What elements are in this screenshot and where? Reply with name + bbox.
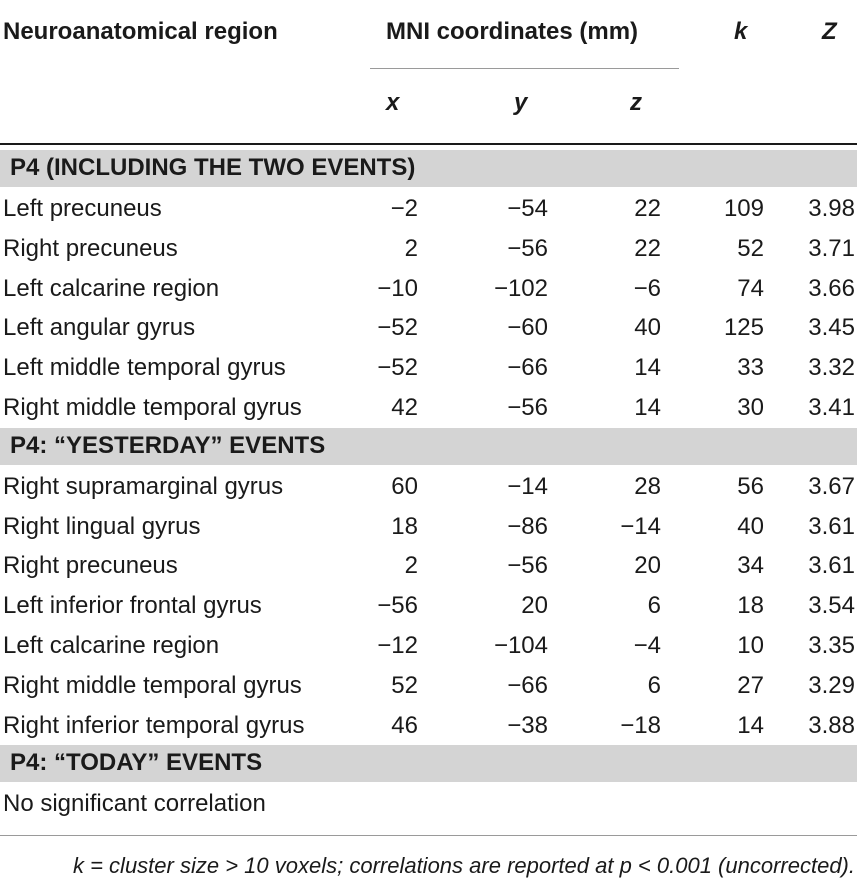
footnote: k = cluster size > 10 voxels; correlations are reported at p < 0.001 (uncorrected). (72, 853, 855, 878)
table-row (0, 784, 857, 824)
cell-x: −12 (377, 632, 418, 659)
cell-x: 2 (404, 552, 418, 580)
cell-z-score: 3.88 (808, 711, 855, 739)
section-header (0, 745, 857, 782)
cell-y: −104 (493, 632, 548, 659)
cell-region: Right precuneus (3, 552, 178, 580)
cell-x: −2 (390, 195, 418, 222)
table-row (0, 269, 857, 309)
cell-y: −54 (507, 195, 548, 222)
cell-y: −102 (493, 274, 548, 302)
mni-underline (370, 68, 679, 69)
cell-z-score: 3.66 (808, 274, 855, 302)
cell-region: Right supramarginal gyrus (3, 472, 284, 500)
cell-k: 27 (737, 671, 764, 699)
cell-z: 14 (634, 354, 661, 382)
cell-y: 20 (521, 592, 548, 620)
header-z-score: Z (822, 18, 837, 45)
cell-region: Left angular gyrus (3, 314, 196, 342)
header-y: y (514, 89, 528, 116)
cell-z: 40 (634, 314, 661, 342)
cell-x: −56 (377, 592, 418, 620)
cell-y: −56 (507, 552, 548, 580)
cell-z-score: 3.41 (808, 394, 855, 421)
header-z: z (630, 89, 642, 116)
cell-region: Right middle temporal gyrus (3, 671, 302, 699)
cell-k: 30 (737, 394, 764, 421)
cell-region: Left precuneus (3, 195, 162, 222)
table-row (0, 388, 857, 428)
cell-z: 28 (634, 472, 661, 500)
cell-k: 14 (737, 711, 764, 739)
section-header (0, 150, 857, 187)
cell-region: Right middle temporal gyrus (3, 394, 302, 421)
cell-z-score: 3.32 (808, 354, 855, 382)
cell-k: 33 (737, 354, 764, 382)
table-row (0, 229, 857, 269)
cell-z: 6 (647, 671, 661, 699)
cell-region: Right lingual gyrus (3, 512, 201, 540)
cell-z: 22 (634, 195, 661, 222)
cell-x: 2 (404, 234, 418, 262)
cell-region: Right precuneus (3, 234, 178, 262)
cell-y: −38 (507, 711, 548, 739)
cell-region: Left inferior frontal gyrus (3, 592, 262, 620)
table-row (0, 586, 857, 626)
cell-z-score: 3.45 (808, 314, 855, 342)
cell-z: 14 (634, 394, 661, 421)
cell-k: 74 (737, 274, 764, 302)
section-title: P4: “YESTERDAY” EVENTS (10, 431, 326, 459)
cell-x: 18 (391, 512, 418, 540)
cell-z: 22 (634, 234, 661, 262)
cell-k: 18 (737, 592, 764, 620)
cell-region: Left calcarine region (3, 632, 220, 659)
section-title: P4: “TODAY” EVENTS (10, 749, 263, 777)
cell-x: 60 (391, 472, 418, 500)
cell-z-score: 3.35 (808, 632, 855, 659)
header-k: k (734, 18, 748, 45)
cell-z: −18 (620, 711, 661, 739)
cell-region: No significant correlation (3, 790, 266, 818)
section-title: P4 (INCLUDING THE TWO EVENTS) (10, 154, 416, 181)
cell-y: −66 (507, 354, 548, 382)
cell-region: Right inferior temporal gyrus (3, 711, 305, 739)
cell-y: −86 (507, 512, 548, 540)
cell-z: −14 (620, 512, 661, 540)
cell-z: 20 (634, 552, 661, 580)
table-row (0, 666, 857, 706)
cell-x: −52 (377, 314, 418, 342)
cell-k: 125 (723, 314, 764, 342)
cell-z-score: 3.61 (808, 512, 855, 540)
table-row (0, 507, 857, 547)
header-bottom-rule (0, 143, 857, 145)
cell-k: 34 (737, 552, 764, 580)
header-x: x (386, 89, 400, 116)
header-region: Neuroanatomical region (3, 18, 278, 45)
cell-k: 109 (723, 195, 764, 222)
table-row (0, 467, 857, 507)
table-row (0, 308, 857, 348)
cell-z-score: 3.54 (808, 592, 855, 620)
cell-y: −66 (507, 671, 548, 699)
cell-y: −14 (507, 472, 548, 500)
cell-x: −10 (377, 274, 418, 302)
table-row (0, 546, 857, 586)
cell-k: 56 (737, 472, 764, 500)
cell-k: 10 (737, 632, 764, 659)
table-row (0, 626, 857, 666)
cell-z: 6 (647, 592, 661, 620)
cell-x: 52 (391, 671, 418, 699)
cell-y: −56 (507, 394, 548, 421)
cell-z: −4 (633, 632, 661, 659)
cell-region: Left middle temporal gyrus (3, 354, 286, 382)
table-row (0, 189, 857, 229)
cell-z-score: 3.98 (808, 195, 855, 222)
cell-x: 42 (391, 394, 418, 421)
table-row (0, 348, 857, 388)
header-mni-coordinates: MNI coordinates (mm) (386, 18, 639, 45)
table-row (0, 706, 857, 746)
cell-z-score: 3.71 (808, 234, 855, 262)
cell-y: −56 (507, 234, 548, 262)
cell-region: Left calcarine region (3, 274, 220, 302)
cell-z-score: 3.29 (808, 671, 855, 699)
cell-y: −60 (507, 314, 548, 342)
cell-x: −52 (377, 354, 418, 382)
section-header (0, 428, 857, 465)
cell-k: 40 (737, 512, 764, 540)
cell-z: −6 (633, 274, 661, 302)
cell-k: 52 (737, 234, 764, 262)
cell-z-score: 3.67 (808, 472, 855, 500)
cell-x: 46 (391, 711, 418, 739)
table-bottom-rule (0, 835, 857, 836)
cell-z-score: 3.61 (808, 552, 855, 580)
